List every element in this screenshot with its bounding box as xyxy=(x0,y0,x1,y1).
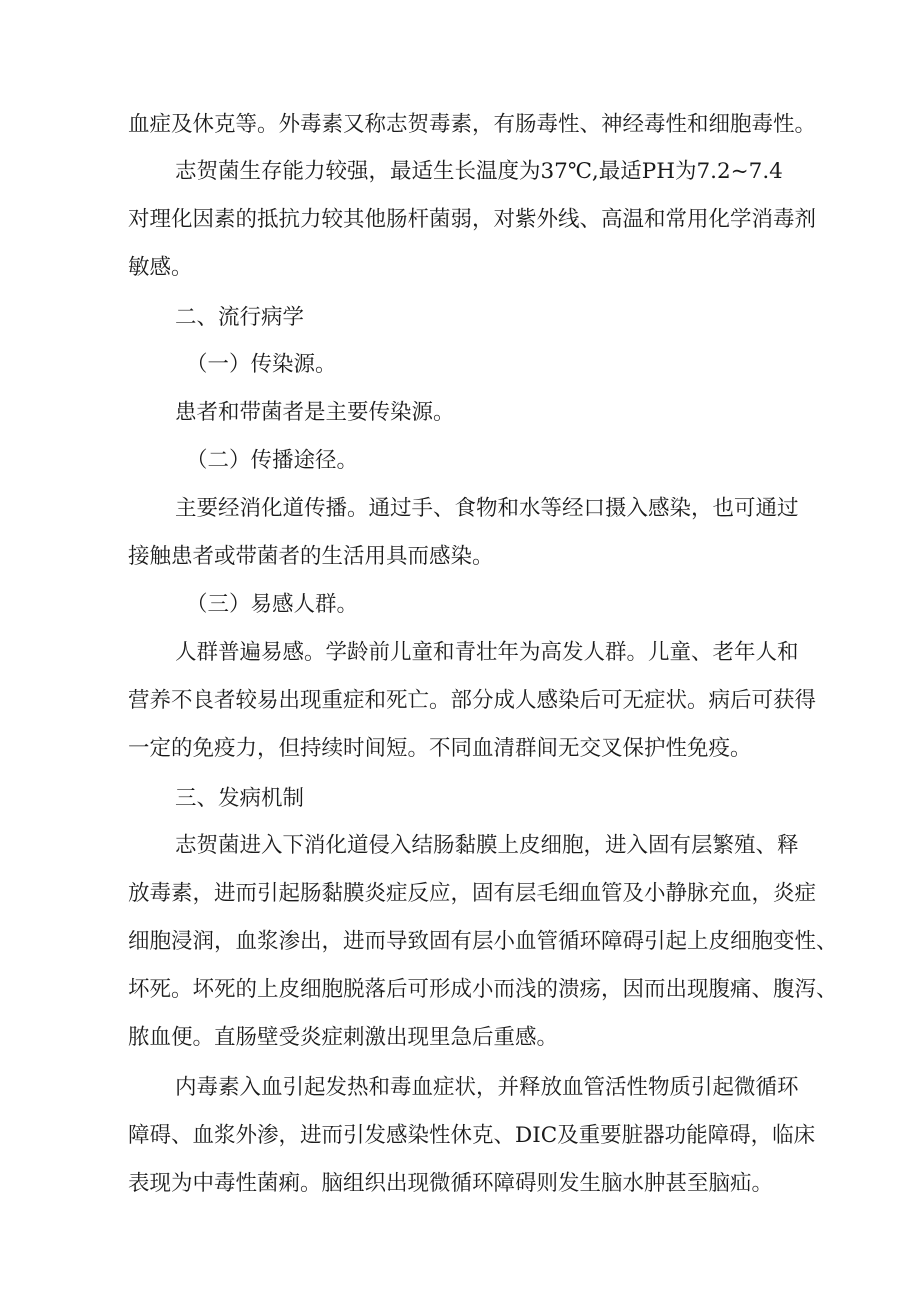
section-heading: 三、发病机制 xyxy=(175,786,305,811)
text-line: 主要经消化道传播。通过手、食物和水等经口摄入感染，也可通过 xyxy=(175,496,799,521)
text-line: 内毒素入血引起发热和毒血症状，并释放血管活性物质引起微循环 xyxy=(175,1075,799,1100)
subsection-heading: （一）传染源。 xyxy=(186,352,337,377)
text-line: 表现为中毒性菌痢。脑组织出现微循环障碍则发生脑水肿甚至脑疝。 xyxy=(128,1171,774,1196)
text-line: 接触患者或带菌者的生活用具而感染。 xyxy=(128,544,494,569)
text-line: 营养不良者较易出现重症和死亡。部分成人感染后可无症状。病后可获得 xyxy=(128,688,817,713)
text-line: 人群普遍易感。学龄前儿童和青壮年为高发人群。儿童、老年人和 xyxy=(175,640,799,665)
text-line: 敏感。 xyxy=(128,255,193,280)
text-line: 脓血便。直肠壁受炎症刺激出现里急后重感。 xyxy=(128,1025,559,1050)
text-line: 志贺菌生存能力较强，最适生长温度为37℃,最适PH为7.2~7.4 xyxy=(175,159,783,184)
text-line: 细胞浸润，血浆渗出，进而导致固有层小血管循环障碍引起上皮细胞变性、 xyxy=(128,929,838,954)
text-line: 坏死。坏死的上皮细胞脱落后可形成小而浅的溃疡，因而出现腹痛、腹泻、 xyxy=(128,977,838,1002)
subsection-heading: （二）传播途径。 xyxy=(186,448,359,473)
text-line: 障碍、血浆外渗，进而引发感染性休克、DIC及重要脏器功能障碍，临床 xyxy=(128,1123,816,1148)
text-line: 志贺菌进入下消化道侵入结肠黏膜上皮细胞，进入固有层繁殖、释 xyxy=(175,833,799,858)
text-line: 血症及休克等。外毒素又称志贺毒素，有肠毒性、神经毒性和细胞毒性。 xyxy=(128,112,817,137)
text-line: 对理化因素的抵抗力较其他肠杆菌弱，对紫外线、高温和常用化学消毒剂 xyxy=(128,207,817,232)
text-line: 患者和带菌者是主要传染源。 xyxy=(175,400,455,425)
subsection-heading: （三）易感人群。 xyxy=(186,592,359,617)
section-heading: 二、流行病学 xyxy=(175,305,305,330)
text-line: 放毒素，进而引起肠黏膜炎症反应，固有层毛细血管及小静脉充血，炎症 xyxy=(128,881,817,906)
text-line: 一定的免疫力，但持续时间短。不同血清群间无交叉保护性免疫。 xyxy=(128,736,752,761)
